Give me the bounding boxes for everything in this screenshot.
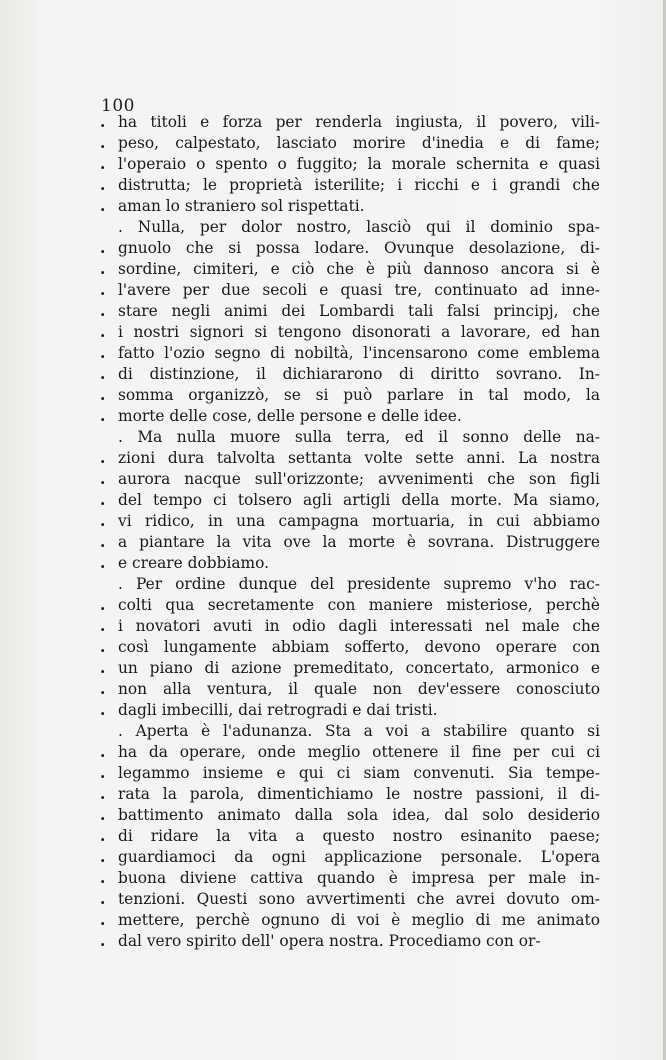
line-text: colti qua secretamente con maniere misteriose, perchè [118,596,600,614]
line-text: aurora nacque sull'orizzonte; avvenimenti che son figli [118,470,600,488]
text-line [100,847,600,868]
text-line [100,868,600,889]
line-text: stare negli animi dei Lombardi tali falsi principj, che [118,302,600,320]
line-marker: . [100,365,106,383]
line-marker: . [100,197,106,215]
text-line [100,931,600,952]
text-line [100,700,600,721]
text-line [100,616,600,637]
line-marker: . [100,344,106,362]
line-text: ha da operare, onde meglio ottenere il fine per cui ci [118,743,600,761]
text-line [100,658,600,679]
line-marker: . [100,827,106,845]
text-line [100,532,600,553]
line-text: battimento animato dalla sola idea, dal solo desiderio [118,806,600,824]
text-line [100,196,600,217]
line-marker: . [100,659,106,677]
text-line [100,259,600,280]
line-marker: . [100,302,106,320]
line-marker: . [100,533,106,551]
line-marker: . [100,596,106,614]
text-line [100,364,600,385]
line-marker: . [100,638,106,656]
text-line [100,112,600,133]
text-line [100,721,600,742]
line-text: i novatori avuti in odio dagli interessati nel male che [118,617,600,635]
line-text: . Nulla, per dolor nostro, lasciò qui il dominio spa- [118,218,600,236]
text-line [100,742,600,763]
line-marker: . [100,911,106,929]
text-line [100,889,600,910]
line-text: i nostri signori si tengono disonorati a lavorare, ed han [118,323,600,341]
line-text: buona diviene cattiva quando è impresa per male in- [118,869,600,887]
line-text: aman lo straniero sol rispettati. [118,197,365,215]
line-text: del tempo ci tolsero agli artigli della morte. Ma siamo, [118,491,600,509]
text-line [100,553,600,574]
line-text: di ridare la vita a questo nostro esinanito paese; [118,827,600,845]
line-marker: . [100,239,106,257]
line-text: distrutta; le proprietà isterilite; i ricchi e i grandi che [118,176,600,194]
line-text: zioni dura talvolta settanta volte sette anni. La nostra [118,449,600,467]
line-text: fatto l'ozio segno di nobiltà, l'incensarono come emblema [118,344,600,362]
line-marker: . [100,449,106,467]
line-text: morte delle cose, delle persone e delle idee. [118,407,462,425]
line-text: ha titoli e forza per renderla ingiusta, il povero, vili- [118,113,600,131]
body-text [100,112,600,952]
text-line [100,469,600,490]
line-marker: . [100,176,106,194]
line-marker: . [100,407,106,425]
text-line [100,826,600,847]
text-line [100,385,600,406]
text-line [100,427,600,448]
line-text: vi ridico, in una campagna mortuaria, in cui abbiamo [118,512,600,530]
line-marker: . [100,512,106,530]
text-line [100,343,600,364]
line-marker: . [100,260,106,278]
text-line [100,154,600,175]
line-text: legammo insieme e qui ci siam convenuti. Sia tempe- [118,764,600,782]
line-text: peso, calpestato, lasciato morire d'inedia e di fame; [118,134,600,152]
line-marker: . [100,848,106,866]
line-text: un piano di azione premeditato, concertato, armonico e [118,659,600,677]
text-line [100,595,600,616]
line-marker: . [100,932,106,950]
line-text: . Ma nulla muore sulla terra, ed il sonno delle na- [118,428,600,446]
text-line [100,637,600,658]
line-text: gnuolo che si possa lodare. Ovunque desolazione, di- [118,239,600,257]
text-line [100,784,600,805]
line-text: rata la parola, dimentichiamo le nostre passioni, il di- [118,785,600,803]
line-text: l'avere per due secoli e quasi tre, continuato ad inne- [118,281,600,299]
line-marker: . [100,281,106,299]
text-line [100,805,600,826]
line-text: l'operaio o spento o fuggito; la morale schernita e quasi [118,155,600,173]
line-marker: . [100,785,106,803]
line-text: a piantare la vita ove la morte è sovrana. Distruggere [118,533,600,551]
line-text: somma organizzò, se si può parlare in tal modo, la [118,386,600,404]
text-line [100,679,600,700]
text-line [100,322,600,343]
line-marker: . [100,869,106,887]
line-marker: . [100,155,106,173]
line-text: e creare dobbiamo. [118,554,270,572]
line-text: . Aperta è l'adunanza. Sta a voi a stabilire quanto si [118,722,600,740]
text-line [100,574,600,595]
text-line [100,511,600,532]
line-text: . Per ordine dunque del presidente supremo v'ho rac- [118,575,600,593]
line-marker: . [100,113,106,131]
text-line [100,406,600,427]
line-marker: . [100,554,106,572]
line-text: di distinzione, il dichiararono di diritto sovrano. In- [118,365,600,383]
line-marker: . [100,806,106,824]
text-line [100,280,600,301]
text-line [100,448,600,469]
line-marker: . [100,491,106,509]
line-text: guardiamoci da ogni applicazione personale. L'opera [118,848,600,866]
line-text: dagli imbecilli, dai retrogradi e dai tristi. [118,701,438,719]
line-text: sordine, cimiteri, e ciò che è più dannoso ancora si è [118,260,600,278]
page-number: 100 [101,96,135,116]
line-text: tenzioni. Questi sono avvertimenti che avrei dovuto om- [118,890,600,908]
line-marker: . [100,890,106,908]
text-line [100,490,600,511]
text-line [100,217,600,238]
line-marker: . [100,134,106,152]
line-text: così lungamente abbiam sofferto, devono operare con [118,638,600,656]
text-line [100,238,600,259]
line-text: dal vero spirito dell' opera nostra. Procediamo con or- [118,932,541,950]
line-text: mettere, perchè ognuno di voi è meglio di me animato [118,911,600,929]
text-line [100,175,600,196]
line-marker: . [100,470,106,488]
text-line [100,133,600,154]
line-marker: . [100,764,106,782]
line-marker: . [100,701,106,719]
line-marker: . [100,386,106,404]
line-marker: . [100,680,106,698]
line-marker: . [100,617,106,635]
line-marker: . [100,743,106,761]
text-line [100,301,600,322]
text-line [100,910,600,931]
text-line [100,763,600,784]
line-text: non alla ventura, il quale non dev'essere conosciuto [118,680,600,698]
line-marker: . [100,323,106,341]
